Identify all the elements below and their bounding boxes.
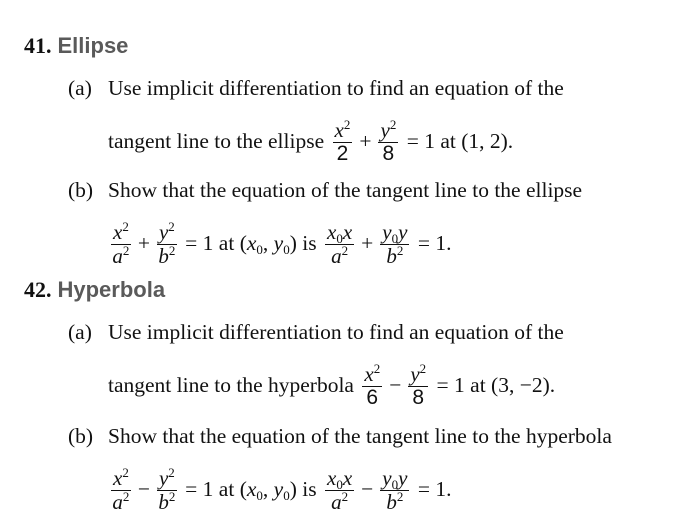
point-x0-y0: ($x_0$, $y_0$) (239, 476, 297, 503)
fraction-y0y-over-b2: $\frac{y_0y}{b^2}$ (382, 220, 408, 268)
part-text: Show that the equation of the tangent line to the ellipse (108, 178, 583, 202)
fraction-y2-over-b2: $\frac{y^2}{b^2}$ (158, 465, 176, 514)
problem-41-heading (24, 32, 128, 60)
part-label: (b) (68, 424, 94, 448)
problem-42b-line1 (68, 422, 612, 450)
problem-42a-line2: tangent line to the hyperbola $\frac{x^2}{6}$ − $\frac{y^2}{8}$ = 1 at (3, −2). (108, 361, 556, 409)
part-label: (b) (68, 178, 94, 202)
part-text: Use implicit differentiation to find an equation of the (108, 76, 564, 100)
problem-number: 42. (24, 277, 52, 302)
part-label: (a) (68, 320, 92, 344)
part-text: tangent line to the hyperbola (108, 372, 354, 397)
problem-41a-line1 (68, 74, 564, 102)
point-x0-y0: ($x_0$, $y_0$) (239, 230, 297, 257)
fraction-x2-over-6: $\frac{x^2}{6}$ (364, 361, 381, 409)
part-text: Use implicit differentiation to find an equation of the (108, 320, 564, 344)
problem-42-heading (24, 276, 165, 304)
problem-number: 41. (24, 33, 52, 58)
fraction-x2-over-a2: $\frac{x^2}{a^2}$ (112, 465, 130, 514)
fraction-y0y-over-b2: $\frac{y_0y}{b^2}$ (382, 466, 408, 514)
fraction-y2-over-b2: $\frac{y^2}{b^2}$ (158, 219, 176, 268)
fraction-y2-over-8: $\frac{y^2}{8}$ (380, 117, 397, 165)
problem-41b-line1 (68, 176, 582, 204)
problem-title: Ellipse (57, 33, 129, 58)
equation-rhs: = 1 at (3, −2). (436, 372, 556, 397)
problem-41a-line2: tangent line to the ellipse $\frac{x^2}{2}$ + $\frac{y^2}{8}$ = 1 at (1, 2). (108, 117, 514, 165)
fraction-y2-over-8: $\frac{y^2}{8}$ (410, 361, 427, 409)
problem-42a-line1 (68, 318, 564, 346)
problem-title: Hyperbola (57, 277, 166, 302)
equation-rhs: = 1 at (1, 2). (406, 128, 514, 153)
part-text: tangent line to the ellipse (108, 128, 325, 153)
part-label: (a) (68, 76, 92, 100)
fraction-x0x-over-a2: $\frac{x_0x}{a^2}$ (326, 220, 353, 268)
fraction-x2-over-2: $\frac{x^2}{2}$ (334, 117, 351, 165)
problem-42b-line2: $\frac{x^2}{a^2}$ − $\frac{y^2}{b^2}$ = 1 at ($x_0$, $y_0$) is $\frac{x_0x}{a^2}$ − $\frac{y_0y}{b^2}$ = 1. (112, 465, 452, 514)
problem-41b-line2: $\frac{x^2}{a^2}$ + $\frac{y^2}{b^2}$ = 1 at ($x_0$, $y_0$) is $\frac{x_0x}{a^2}$ + $\frac{y_0y}{b^2}$ = 1. (112, 219, 452, 268)
fraction-x0x-over-a2: $\frac{x_0x}{a^2}$ (326, 466, 353, 514)
fraction-x2-over-a2: $\frac{x^2}{a^2}$ (112, 219, 130, 268)
part-text: Show that the equation of the tangent line to the hyperbola (108, 424, 612, 448)
